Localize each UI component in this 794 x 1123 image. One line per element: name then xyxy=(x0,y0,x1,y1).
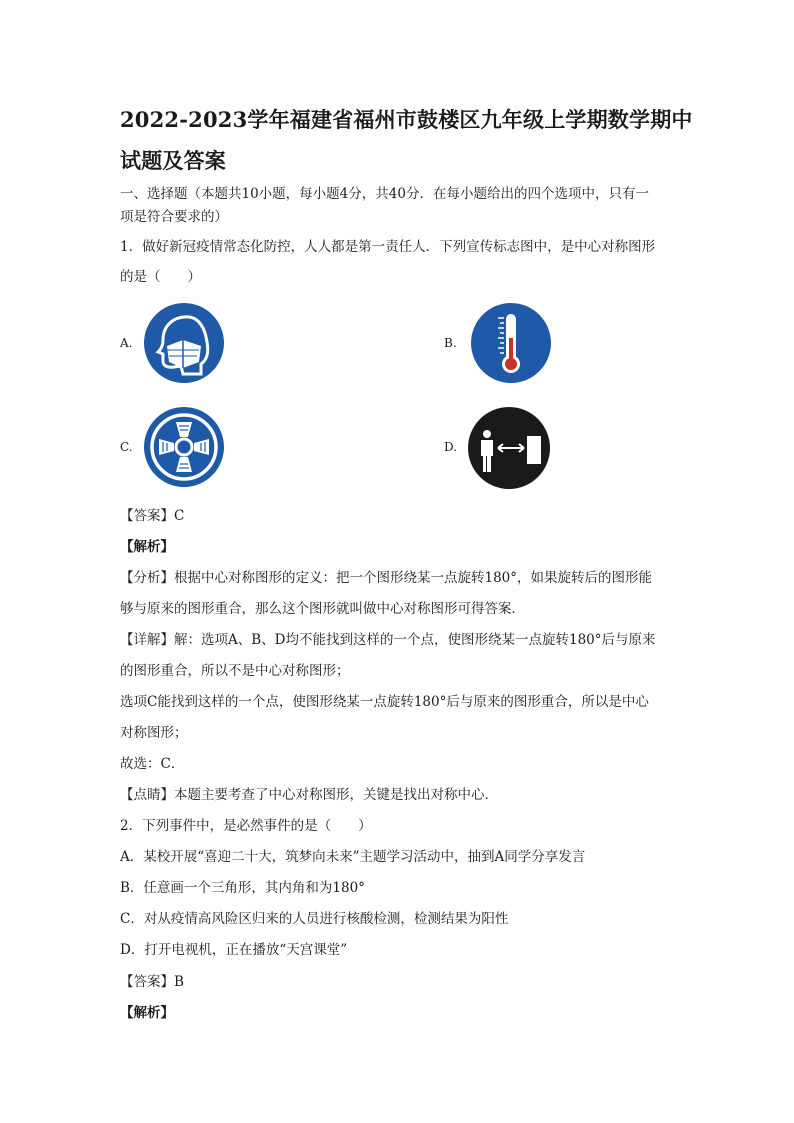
q1-xiangjie-line-4: 对称图形； xyxy=(120,725,188,741)
document-title-line-1: 2022-2023学年福建省福州市鼓楼区九年级上学期数学期中 xyxy=(120,107,693,132)
face-mask-icon xyxy=(143,302,225,384)
q2-option-c: C．对从疫情高风险区归来的人员进行核酸检测，检测结果为阳性 xyxy=(120,911,509,927)
q1-xiangjie-line-2: 的图形重合，所以不是中心对称图形； xyxy=(120,663,350,679)
q2-analysis-header: 【解析】 xyxy=(120,1005,174,1021)
q1-option-b-label: B. xyxy=(444,336,457,350)
q1-answer: 【答案】C xyxy=(120,508,185,524)
social-distance-icon xyxy=(467,406,551,490)
ventilation-fan-icon xyxy=(143,406,225,488)
q1-fenxi-line-1: 【分析】根据中心对称图形的定义：把一个图形绕某一点旋转180°，如果旋转后的图形能 xyxy=(120,570,653,586)
q1-xiangjie-line-5: 故选：C． xyxy=(120,756,185,772)
q1-stem-line-1: 1．做好新冠疫情常态化防控，人人都是第一责任人．下列宣传标志图中，是中心对称图形 xyxy=(120,239,656,255)
q1-xiangjie-line-3: 选项C能找到这样的一个点，使图形绕某一点旋转180°后与原来的图形重合，所以是中心 xyxy=(120,694,649,710)
thermometer-icon xyxy=(470,302,552,384)
document-title-line-2: 试题及答案 xyxy=(120,148,226,173)
q1-option-d-label: D. xyxy=(444,440,458,454)
q1-option-a-label: A. xyxy=(120,336,133,350)
q1-option-c-label: C. xyxy=(120,440,133,454)
q1-analysis-header: 【解析】 xyxy=(120,539,174,555)
q1-fenxi-line-2: 够与原来的图形重合，那么这个图形就叫做中心对称图形可得答案． xyxy=(120,601,525,617)
q1-stem-line-2: 的是（ ） xyxy=(120,269,201,285)
q2-option-b: B．任意画一个三角形，其内角和为180° xyxy=(120,880,365,896)
q2-option-a: A．某校开展“喜迎二十大，筑梦向未来”主题学习活动中，抽到A同学分享发言 xyxy=(120,849,586,865)
q2-option-d: D．打开电视机，正在播放“天宫课堂” xyxy=(120,942,348,958)
section-header-line-1: 一、选择题（本题共10小题，每小题4分，共40分．在每小题给出的四个选项中，只有一 xyxy=(120,186,649,202)
q1-dianjing: 【点睛】本题主要考查了中心对称图形，关键是找出对称中心． xyxy=(120,787,498,803)
q1-xiangjie-line-1: 【详解】解：选项A、B、D均不能找到这样的一个点，使图形绕某一点旋转180°后与原来 xyxy=(120,632,656,648)
q2-answer: 【答案】B xyxy=(120,974,184,990)
q2-stem: 2．下列事件中，是必然事件的是（ ） xyxy=(120,818,372,834)
section-header-line-2: 项是符合要求的） xyxy=(120,209,228,225)
